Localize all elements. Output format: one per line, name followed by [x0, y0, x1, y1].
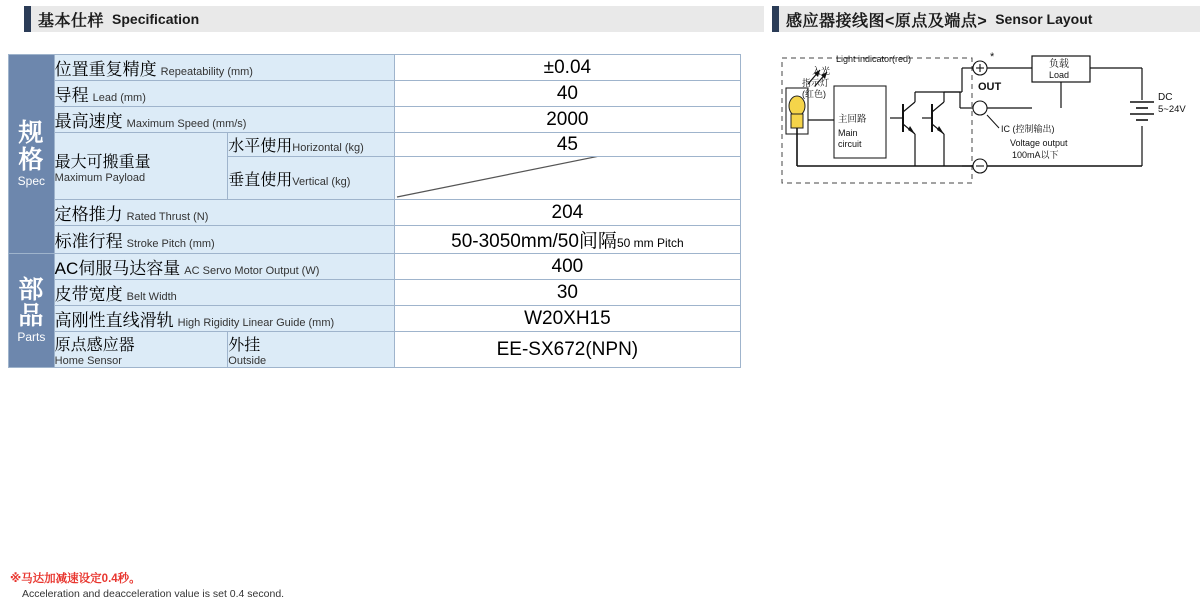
row-value-repeatability: ±0.04 — [394, 55, 740, 81]
group-label-spec-en: Spec — [17, 173, 46, 188]
row-label-max-payload — [54, 133, 228, 200]
row-label-linear-guide — [54, 306, 394, 332]
row-value-belt-width: 30 — [394, 280, 740, 306]
row-value-servo-output: 400 — [394, 254, 740, 280]
row-value-horizontal-payload: 45 — [394, 133, 740, 157]
stroke-pitch-note: 50 mm Pitch — [616, 236, 684, 250]
row-label-en: Home Sensor — [54, 355, 122, 367]
table-row — [9, 226, 741, 254]
sensor-header-title-en: Sensor Layout — [995, 11, 1093, 27]
footnote-line-cn: ※马达加减速设定0.4秒。 — [10, 573, 141, 585]
row-value-home-sensor: EE-SX672(NPN) — [394, 332, 740, 368]
row-label-lead — [54, 81, 394, 107]
row-value-vertical-payload-empty — [394, 157, 740, 200]
table-row — [9, 200, 741, 226]
row-value-stroke-pitch — [394, 226, 740, 254]
label-load-cn: 负载 — [1049, 59, 1069, 70]
label-voltage-output: Voltage output — [1010, 138, 1068, 148]
table-row — [9, 306, 741, 332]
sensor-header-accent-bar — [772, 6, 779, 32]
row-label-repeatability — [54, 55, 394, 81]
row-label-en: AC Servo Motor Output (W) — [184, 265, 320, 277]
row-label-cn: 导程 — [54, 86, 89, 105]
table-row — [9, 332, 741, 368]
stroke-pitch-main: 50-3050mm/50间隔 — [451, 231, 617, 252]
spec-header-title-cn: 基本仕样 — [38, 12, 105, 30]
spec-header-title-en: Specification — [112, 11, 200, 27]
terminal-out-icon — [973, 101, 987, 115]
table-row — [9, 133, 741, 157]
row-label-en: High Rigidity Linear Guide (mm) — [177, 317, 335, 329]
row-label-en: Lead (mm) — [92, 92, 146, 104]
row-label-cn: 最大可搬重量 — [54, 153, 151, 171]
row-label-cn: 皮带宽度 — [54, 285, 123, 304]
diagonal-strike-icon — [395, 157, 735, 199]
row-value-max-speed: 2000 — [394, 107, 740, 133]
sensor-section-header — [772, 6, 1200, 32]
row-label-cn: 原点感应器 — [54, 337, 135, 354]
row-label-cn: AC伺服马达容量 — [54, 259, 181, 278]
group-label-parts-en: Parts — [17, 330, 46, 345]
row-label-cn: 最高速度 — [54, 112, 123, 131]
label-out: OUT — [978, 81, 1002, 93]
row-sublabel-cn: 外挂 — [228, 337, 261, 354]
row-label-belt-width — [54, 280, 394, 306]
row-label-stroke-pitch — [54, 226, 394, 254]
group-label-parts-cn: 部品 — [18, 275, 45, 331]
row-label-max-speed — [54, 107, 394, 133]
row-value-linear-guide: W20XH15 — [394, 306, 740, 332]
sensor-wiring-diagram — [772, 48, 1192, 198]
row-label-cn: 位置重复精度 — [54, 60, 157, 79]
row-label-cn: 高刚性直线滑轨 — [54, 311, 174, 330]
footnote-line-en: Acceleration and deacceleration value is set 0.4 second. — [22, 588, 285, 600]
label-light-indicator-cn2: 指示灯 — [802, 78, 830, 88]
transistor-arrow-2-icon — [937, 126, 944, 134]
table-row — [9, 280, 741, 306]
group-label-parts — [9, 254, 55, 368]
table-row — [9, 55, 741, 81]
row-label-cn: 定格推力 — [54, 205, 123, 224]
row-sublabel-outside — [228, 332, 395, 368]
led-base-icon — [791, 114, 803, 128]
row-sublabel-horizontal — [228, 133, 395, 157]
row-label-servo-output — [54, 254, 394, 280]
table-row — [9, 107, 741, 133]
sensor-wiring-svg — [772, 48, 1192, 198]
label-ic-output: IC (控制输出) — [1001, 124, 1055, 134]
label-main-circuit-en1: Main — [838, 128, 858, 138]
transistor-arrow-1-icon — [908, 126, 915, 134]
row-label-rated-thrust — [54, 200, 394, 226]
row-sublabel-vertical — [228, 157, 395, 200]
label-light-indicator-en: Light indicator(red) — [836, 54, 912, 64]
group-label-spec — [9, 55, 55, 254]
row-label-home-sensor — [54, 332, 228, 368]
label-dc: DC — [1158, 92, 1173, 103]
label-main-circuit-en2: circuit — [838, 139, 862, 149]
specification-table — [8, 54, 741, 368]
label-current-limit: 100mA以下 — [1012, 150, 1059, 160]
led-lamp-icon — [789, 96, 805, 116]
row-label-en: Belt Width — [126, 291, 177, 303]
label-dc-value: 5~24V — [1158, 104, 1186, 115]
ic-leader-line — [987, 115, 999, 128]
label-light-indicator-cn3: (红色) — [802, 89, 826, 99]
label-light-indicator-cn: 入光 — [812, 66, 831, 76]
row-value-rated-thrust: 204 — [394, 200, 740, 226]
spec-section-header — [24, 6, 764, 32]
table-row — [9, 254, 741, 280]
row-label-en: Maximum Speed (mm/s) — [126, 118, 247, 130]
label-load-en: Load — [1049, 70, 1070, 80]
row-value-lead: 40 — [394, 81, 740, 107]
row-label-en: Stroke Pitch (mm) — [126, 238, 215, 250]
row-label-en: Rated Thrust (N) — [126, 211, 209, 223]
label-main-circuit-cn: 主回路 — [838, 114, 867, 125]
group-label-spec-cn: 规格 — [18, 119, 45, 174]
footnote — [10, 570, 284, 600]
spec-header-accent-bar — [24, 6, 31, 32]
row-sublabel-cn: 水平使用 — [228, 138, 293, 155]
row-sublabel-en: Outside — [228, 355, 267, 367]
row-sublabel-en: Horizontal (kg) — [292, 142, 364, 154]
row-label-cn: 标准行程 — [54, 232, 123, 251]
table-row — [9, 81, 741, 107]
row-label-en: Repeatability (mm) — [160, 66, 253, 78]
row-sublabel-cn: 垂直使用 — [228, 171, 293, 189]
label-asterisk: * — [990, 51, 995, 63]
row-sublabel-en: Vertical (kg) — [292, 175, 351, 188]
row-label-en: Maximum Payload — [54, 171, 146, 184]
sensor-header-title-cn: 感应器接线图<原点及端点> — [786, 12, 988, 30]
